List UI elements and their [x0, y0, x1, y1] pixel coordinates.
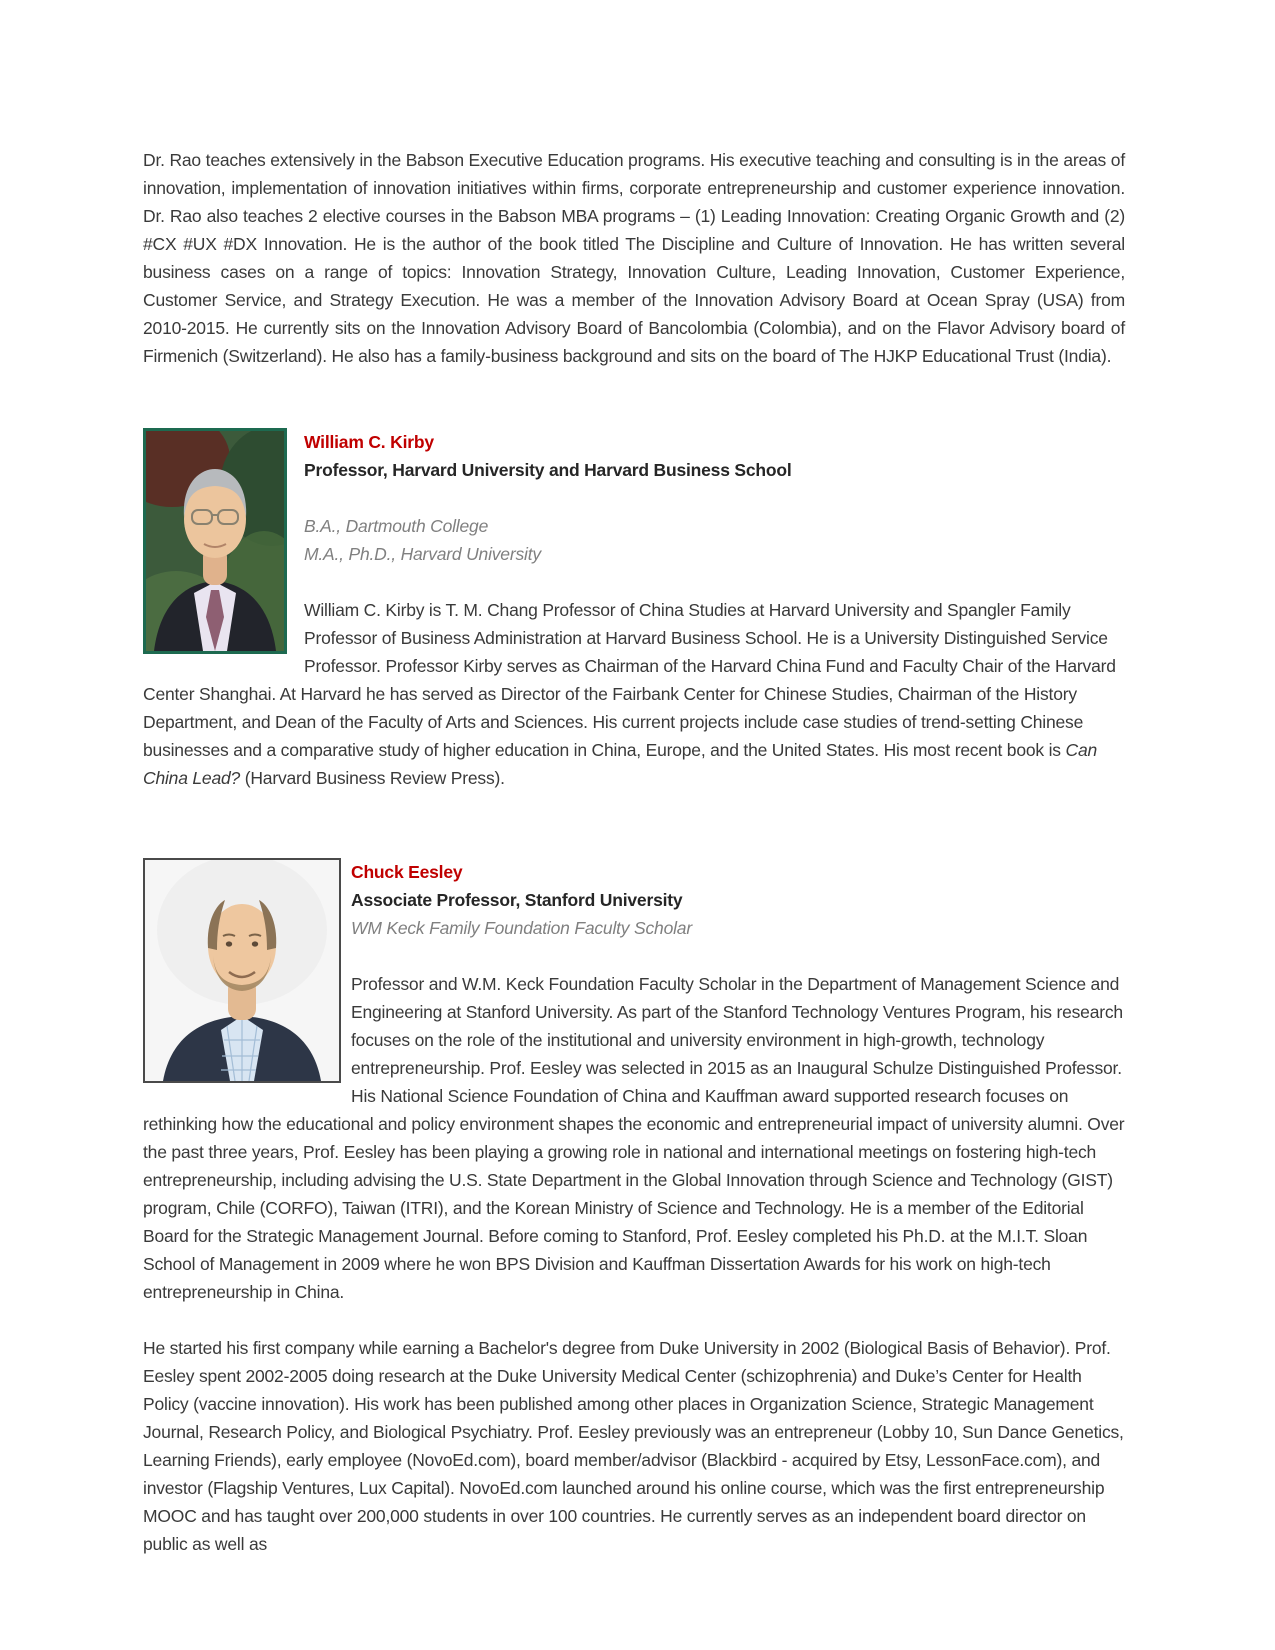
eesley-closing-paragraph: He started his first company while earning a Bachelor's degree from Duke University in 2002 (Biological Basis of Behavior). Prof. Eesley spent 2002-2005 doing research at the Duke University Medical Center (schizophrenia) and Duke’s Center for Health Policy (vaccine innovation). His work has been published among other places in Organization Science, Strategic Management Journal, Research Policy, and Biological Psychiatry. Prof. Eesley previously was an entrepreneur (Lobby 10, Sun Dance Genetics, Learning Friends), early employee (NovoEd.com), board member/advisor (Blackbird - acquired by Etsy, LessonFace.com), and investor (Flagship Ventures, Lux Capital). NovoEd.com launched around his online course, which was the first entrepreneurship MOOC and has taught over 200,000 students in over 100 countries. He currently serves as an independent board director on public as well as [143, 1338, 1124, 1554]
credential-line-2: M.A., Ph.D., Harvard University [304, 544, 541, 564]
profile-bio-kirby [143, 596, 1125, 792]
profile-title-eesley: Associate Professor, Stanford University [351, 890, 683, 910]
page-content [143, 146, 1125, 1558]
portrait-photo-kirby [146, 431, 284, 651]
bio-text-before: William C. Kirby is T. M. Chang Professor of China Studies at Harvard University and Spangler Family Professor of Business Administration at Harvard Business School. He is a University Distinguished Service Professor. Professor Kirby serves as Chairman of the Harvard China Fund and Faculty Chair of the Harvard Center Shanghai. At Harvard he has served as Director of the Fairbank Center for Chinese Studies, Chairman of the History Department, and Dean of the Faculty of Arts and Sciences. His current projects include case studies of trend-setting Chinese businesses and a comparative study of higher education in China, Europe, and the United States. His most recent book is [143, 600, 1116, 760]
profile-credentials-kirby [143, 512, 1125, 568]
bio-text-after: (Harvard Business Review Press). [240, 768, 505, 788]
portrait-photo-eesley [145, 860, 339, 1081]
profile-name-kirby: William C. Kirby [304, 432, 434, 452]
profile-bio-eesley: Professor and W.M. Keck Foundation Faculty Scholar in the Department of Management Science and Engineering at Stanford University. As part of the Stanford Technology Ventures Program, his research focuses on the role of the institutional and university environment in high-growth, technology entrepreneurship. Prof. Eesley was selected in 2015 as an Inaugural Schulze Distinguished Professor. His National Science Foundation of China and Kauffman award supported research focuses on rethinking how the educational and policy environment shapes the economic and entrepreneurial impact of university alumni. Over the past three years, Prof. Eesley has been playing a growing role in national and international meetings on fostering high-tech entrepreneurship, including advising the U.S. State Department in the Global Innovation through Science and Technology (GIST) program, Chile (CORFO), Taiwan (ITRI), and the Korean Ministry of Science and Technology. He is a member of the Editorial Board for the Strategic Management Journal. Before coming to Stanford, Prof. Eesley completed his Ph.D. at the M.I.T. Sloan School of Management in 2009 where he won BPS Division and Kauffman Dissertation Awards for his work on high-tech entrepreneurship in China. [143, 974, 1125, 1302]
profile-chuck-eesley [143, 858, 1125, 1306]
book-title-italic: Can China Lead? [143, 740, 1098, 788]
intro-paragraph: Dr. Rao teaches extensively in the Babson Executive Education programs. His executive teaching and consulting is in the areas of innovation, implementation of innovation initiatives within firms, corporate entrepreneurship and customer experience innovation. Dr. Rao also teaches 2 elective courses in the Babson MBA programs – (1) Leading Innovation: Creating Organic Growth and (2) #CX #UX #DX Innovation. He is the author of the book titled The Discipline and Culture of Innovation. He has written several business cases on a range of topics: Innovation Strategy, Innovation Culture, Leading Innovation, Customer Experience, Customer Service, and Strategy Execution. He was a member of the Innovation Advisory Board at Ocean Spray (USA) from 2010-2015. He currently sits on the Innovation Advisory Board of Bancolombia (Colombia), and on the Flavor Advisory board of Firmenich (Switzerland). He also has a family-business background and sits on the board of The HJKP Educational Trust (India). [143, 150, 1125, 366]
profile-name-eesley: Chuck Eesley [351, 862, 463, 882]
profile-william-kirby [143, 428, 1125, 792]
william-kirby-photo [143, 428, 287, 654]
profile-title-kirby: Professor, Harvard University and Harvard Business School [304, 460, 792, 480]
credential-line-1: B.A., Dartmouth College [304, 516, 489, 536]
profile-scholar-line: WM Keck Family Foundation Faculty Scholar [351, 918, 692, 938]
chuck-eesley-photo [143, 858, 341, 1083]
